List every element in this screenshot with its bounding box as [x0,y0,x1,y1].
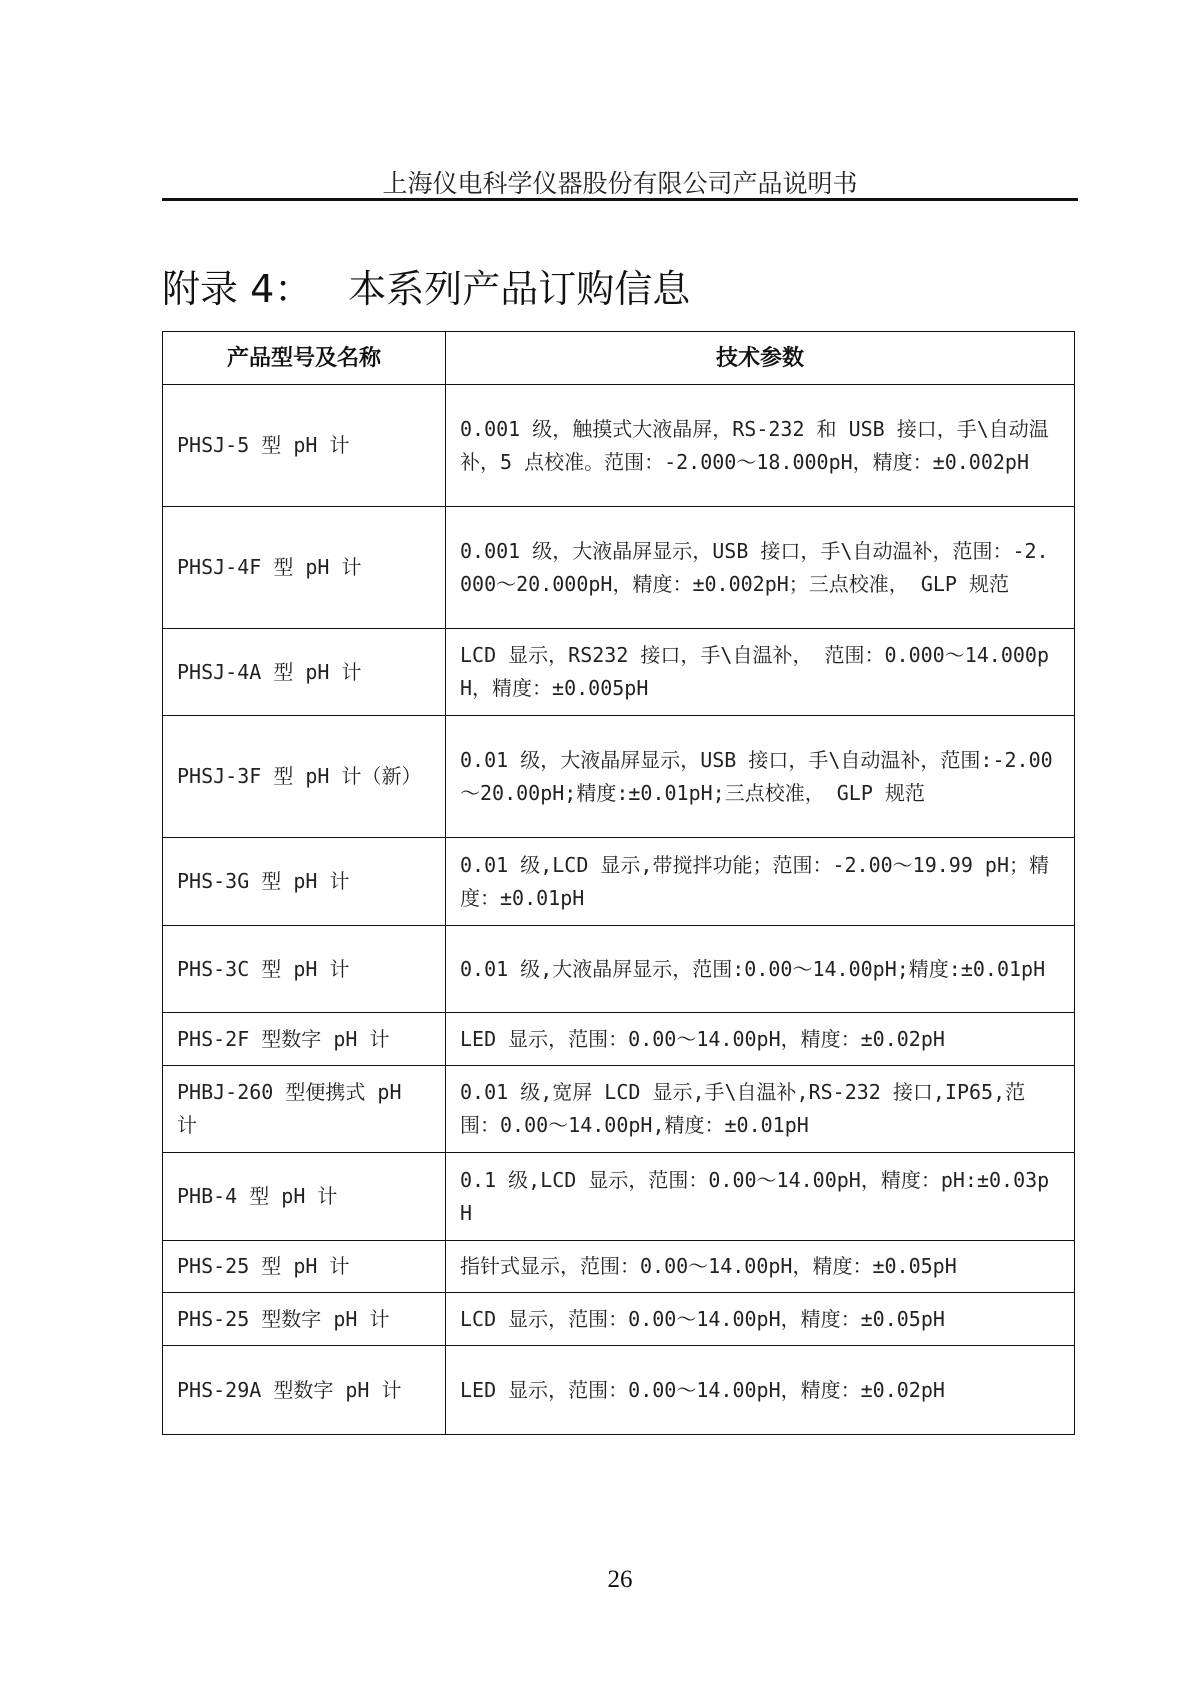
model-cell: PHSJ-4A 型 pH 计 [163,629,446,716]
spec-cell: 0.1 级,LCD 显示，范围：0.00～14.00pH，精度：pH:±0.03pH [446,1153,1075,1241]
column-header-spec: 技术参数 [446,332,1075,385]
model-cell: PHB-4 型 pH 计 [163,1153,446,1241]
model-cell: PHSJ-4F 型 pH 计 [163,507,446,629]
table-row [163,1066,1075,1153]
table-row [163,507,1075,629]
table-row [163,838,1075,926]
spec-cell: LCD 显示，范围：0.00～14.00pH，精度：±0.05pH [446,1293,1075,1346]
section-label: 附录 4： [162,267,313,311]
model-cell: PHS-29A 型数字 pH 计 [163,1346,446,1435]
ordering-table [162,331,1075,1435]
section-heading: 本系列产品订购信息 [348,267,691,311]
spec-cell: 0.01 级，大液晶屏显示，USB 接口，手\自动温补，范围:-2.00～20.00pH;精度:±0.01pH;三点校准， GLP 规范 [446,716,1075,838]
table-row [163,926,1075,1013]
model-cell: PHS-3C 型 pH 计 [163,926,446,1013]
table-row [163,1241,1075,1293]
spec-cell: 0.001 级，触摸式大液晶屏，RS-232 和 USB 接口，手\自动温补，5 点校准。范围：-2.000～18.000pH，精度：±0.002pH [446,385,1075,507]
spec-cell: 0.01 级,LCD 显示,带搅拌功能；范围：-2.00～19.99 pH；精度：±0.01pH [446,838,1075,926]
spec-cell: 指针式显示，范围：0.00～14.00pH，精度：±0.05pH [446,1241,1075,1293]
table-row [163,1013,1075,1066]
column-header-model: 产品型号及名称 [163,332,446,385]
table-row [163,1346,1075,1435]
model-cell: PHS-3G 型 pH 计 [163,838,446,926]
spec-cell: LCD 显示，RS232 接口，手\自温补， 范围：0.000～14.000pH，精度：±0.005pH [446,629,1075,716]
model-cell: PHS-25 型数字 pH 计 [163,1293,446,1346]
model-cell: PHS-25 型 pH 计 [163,1241,446,1293]
running-header: 上海仪电科学仪器股份有限公司产品说明书 [382,169,858,198]
spec-cell: LED 显示，范围：0.00～14.00pH，精度：±0.02pH [446,1013,1075,1066]
header-rule [162,198,1078,201]
table-row [163,1153,1075,1241]
model-cell: PHBJ-260 型便携式 pH 计 [163,1066,446,1153]
page-number: 26 [607,1566,633,1593]
table-row [163,385,1075,507]
spec-cell: 0.001 级，大液晶屏显示，USB 接口，手\自动温补，范围：-2.000～20.000pH，精度：±0.002pH；三点校准， GLP 规范 [446,507,1075,629]
table-row [163,629,1075,716]
table-row [163,716,1075,838]
spec-cell: 0.01 级,大液晶屏显示，范围:0.00～14.00pH;精度:±0.01pH [446,926,1075,1013]
spec-cell: LED 显示，范围：0.00～14.00pH，精度：±0.02pH [446,1346,1075,1435]
spec-cell: 0.01 级,宽屏 LCD 显示,手\自温补,RS-232 接口,IP65,范围：0.00～14.00pH,精度：±0.01pH [446,1066,1075,1153]
table-header-row [163,332,1075,385]
table-row [163,1293,1075,1346]
model-cell: PHS-2F 型数字 pH 计 [163,1013,446,1066]
section-title [162,258,690,313]
model-cell: PHSJ-3F 型 pH 计（新） [163,716,446,838]
model-cell: PHSJ-5 型 pH 计 [163,385,446,507]
